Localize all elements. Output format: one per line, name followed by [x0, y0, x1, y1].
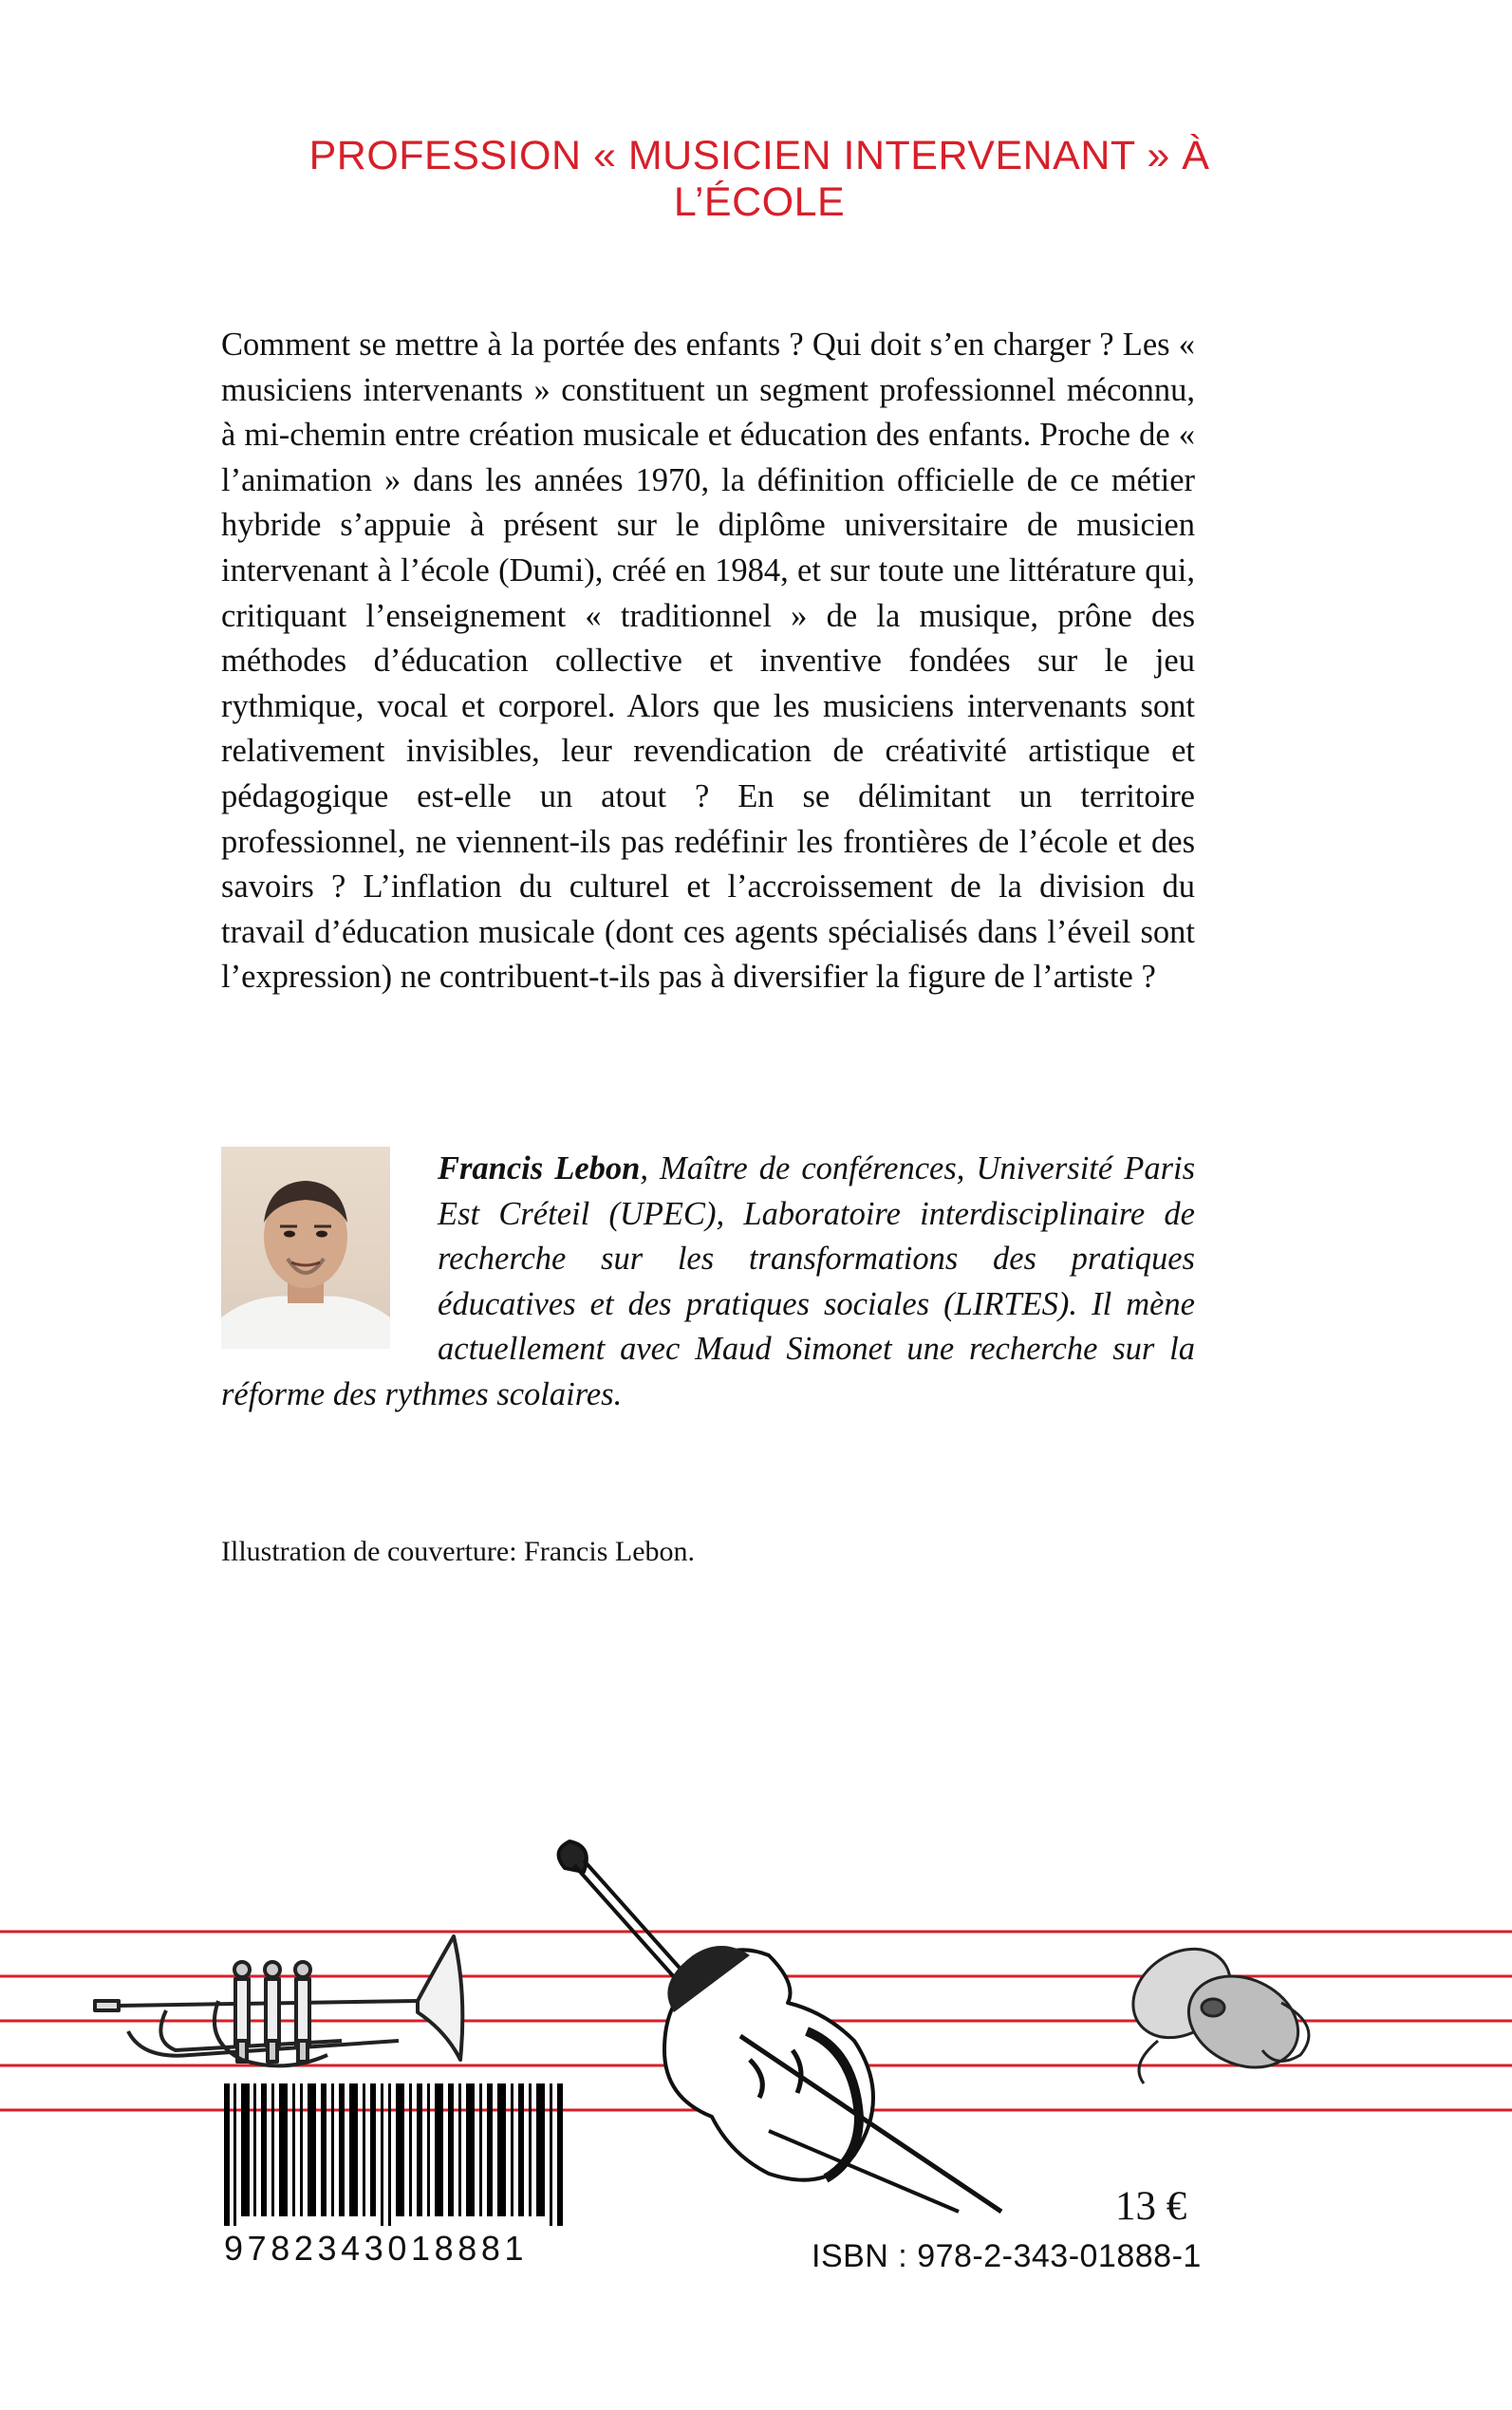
cover-title: PROFESSION « MUSICIEN INTERVENANT » À L’ÉCOLE — [308, 133, 1210, 225]
author-name: Francis Lebon — [438, 1150, 641, 1186]
barcode-digits: 9782343018881 — [224, 2229, 529, 2268]
author-bio-text: , Maître de conférences, Université Paris Est Créteil (UPEC), Laboratoire interdisciplinaire de recherche sur les transformations des pratiques éducatives et des pratiques sociales (LIRTES). Il mène actuellement avec Maud Simonet une recherche sur la réforme des rythmes scolaires. — [221, 1150, 1196, 1412]
cymbals-icon — [1116, 1931, 1314, 2084]
staff-lines — [0, 1932, 1512, 2110]
barcode — [224, 2083, 563, 2226]
trumpet-icon — [95, 1936, 462, 2065]
illustration-credit: Illustration de couverture: Francis Lebon. — [221, 1536, 696, 1567]
author-bio — [221, 1147, 1195, 1417]
back-cover-summary: Comment se mettre à la portée des enfants ? Qui doit s’en charger ? Les « musiciens intervenants » constituent un segment professionnel méconnu, à mi-chemin entre création musicale et éducation des enfants. Proche de « l’animation » dans les années 1970, la définition officielle de ce métier hybride s’appuie à présent sur le diplôme universitaire de musicien intervenant à l’école (Dumi), créé en 1984, et sur toute une littérature qui, critiquant l’enseignement « traditionnel » de la musique, prône des méthodes d’éducation collective et inventive fondées sur le jeu rythmique, vocal et corporel. Alors que les musiciens intervenants sont relativement invisibles, leur revendication de créativité artistique et pédagogique est-elle un atout ? En se délimitant un territoire professionnel, ne viennent-ils pas redéfinir les frontières de l’école et des savoirs ? L’inflation du culturel et l’accroissement de la division du travail d’éducation musicale (dont ces agents spécialisés dans l’éveil sont l’expression) ne contribuent-t-ils pas à diversifier la figure de l’artiste ? — [221, 327, 1195, 996]
price: 13 € — [1115, 2184, 1187, 2229]
violin-icon — [559, 1841, 1001, 2212]
isbn: ISBN : 978-2-343-01888-1 — [812, 2238, 1202, 2274]
